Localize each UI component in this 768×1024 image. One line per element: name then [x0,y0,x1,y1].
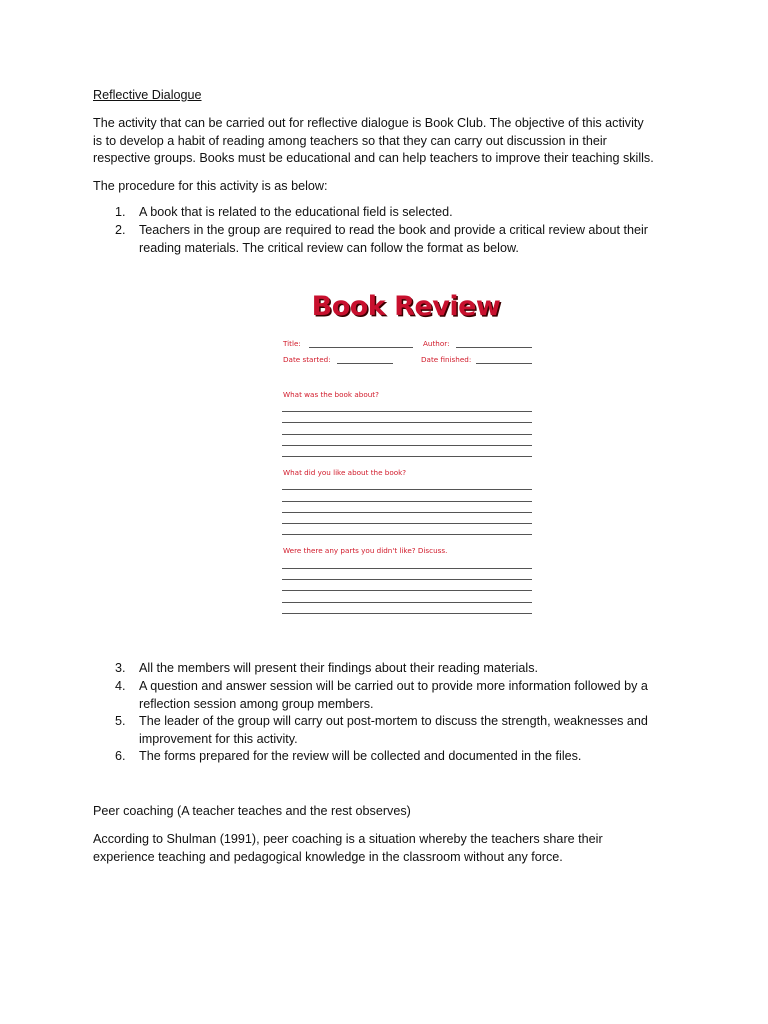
form-response-line [282,523,532,524]
list-number: 2. [115,223,126,237]
list-item-text: A question and answer session will be carried out to provide more information followed by a reflection session among group members. [139,679,648,711]
section-heading-peer-coaching: Peer coaching (A teacher teaches and the rest observes) [93,804,411,818]
form-response-line [282,456,532,457]
list-number: 6. [115,749,126,763]
list-number: 5. [115,714,126,728]
form-response-line [282,602,532,603]
paragraph-line: is to develop a habit of reading among teachers so that they can carry out discussion in their [93,133,607,148]
form-response-line [282,434,532,435]
paragraph-line: The activity that can be carried out for reflective dialogue is Book Club. The objective of this activity [93,116,644,130]
list-item-text: The leader of the group will carry out post-mortem to discuss the strength, weaknesses and improvement for this activity. [139,714,648,746]
form-response-line [282,501,532,502]
list-item-text: A book that is related to the educational field is selected. [139,205,453,219]
list-item-text: Teachers in the group are required to read the book and provide a critical review about their reading materials. The critical review can follow the format as below. [139,223,648,255]
form-label-author: Author: [423,339,450,348]
form-response-line [282,422,532,423]
form-response-line [282,534,532,535]
form-title: Book Review [311,291,501,322]
list-item-text: The forms prepared for the review will be collected and documented in the files. [139,749,582,763]
form-response-line [282,512,532,513]
form-response-line [282,568,532,569]
form-question-3: Were there any parts you didn't like? Discuss. [283,546,448,555]
form-response-line [282,411,532,412]
form-underline [456,347,532,348]
form-question-1: What was the book about? [283,390,379,399]
list-number: 4. [115,679,126,693]
section-heading-reflective-dialogue: Reflective Dialogue [93,88,202,102]
form-response-line [282,613,532,614]
list-item-text: All the members will present their findings about their reading materials. [139,661,538,675]
form-response-line [282,590,532,591]
form-underline [476,363,532,364]
form-underline [309,347,413,348]
form-response-line [282,489,532,490]
list-number: 3. [115,661,126,675]
form-question-2: What did you like about the book? [283,468,407,477]
paragraph-line: According to Shulman (1991), peer coaching is a situation whereby the teachers share their [93,832,603,846]
form-underline [337,363,393,364]
form-response-line [282,445,532,446]
procedure-intro: The procedure for this activity is as below: [93,179,328,193]
form-label-date-finished: Date finished: [421,355,472,364]
form-response-line [282,579,532,580]
paragraph-line: experience teaching and pedagogical knowledge in the classroom without any force. [93,850,563,864]
form-label-title: Title: [283,339,301,348]
book-review-form-image [275,283,537,623]
paragraph-line: respective groups. Books must be educational and can help teachers to improve their teaching skills. [93,151,654,165]
form-label-date-started: Date started: [283,355,331,364]
list-number: 1. [115,205,126,219]
